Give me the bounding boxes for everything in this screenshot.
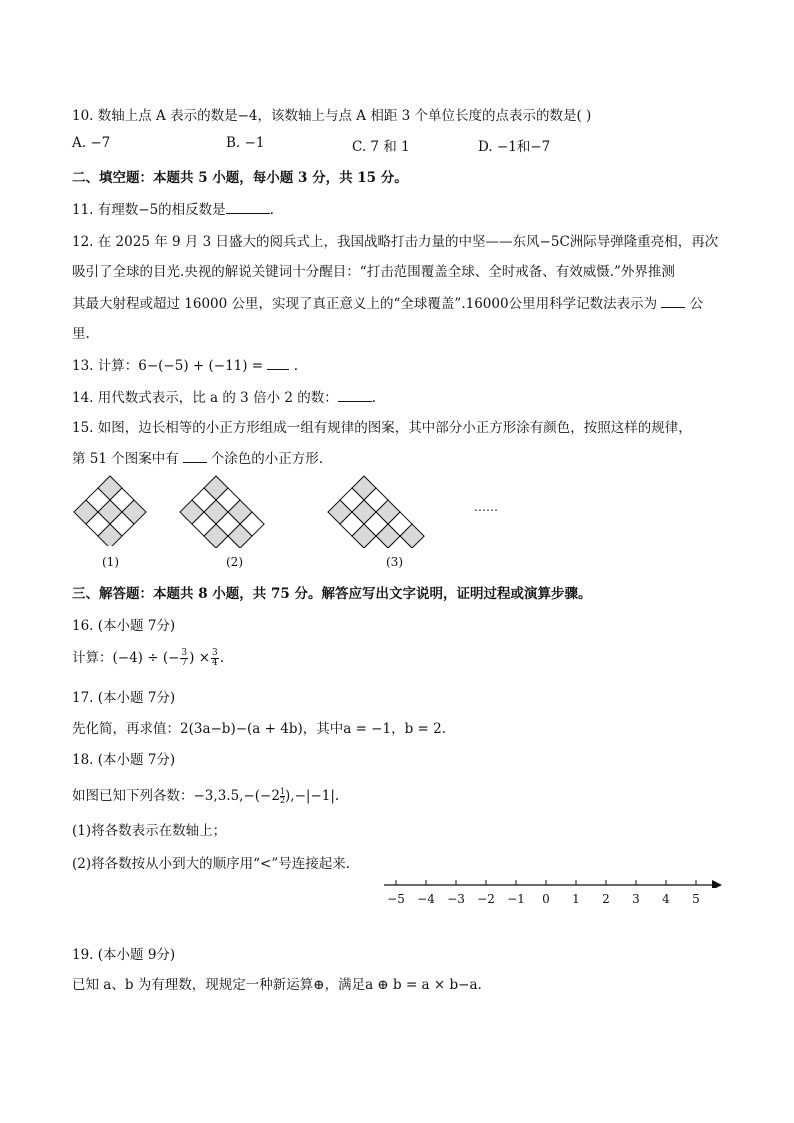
q16-frac-2-num: 3	[212, 648, 218, 658]
q15-line-1: 15. 如图，边长相等的小正方形组成一组有规律的图案，其中部分小正方形涂有颜色，按照这样的规律，	[72, 420, 692, 436]
number-line-label: 0	[542, 892, 550, 906]
q15-figure-2	[178, 474, 282, 548]
q13-tail: .	[293, 358, 299, 374]
q15-line-2	[72, 447, 323, 467]
number-line-label: −3	[447, 892, 465, 906]
q12-answer-blank	[661, 295, 685, 308]
number-line-axis	[380, 874, 724, 888]
q15-line-2-a: 第 51 个图案中有	[72, 451, 179, 467]
q14-text: 14. 用代数式表示，比 a 的 3 倍小 2 的数：	[72, 390, 338, 406]
q18-text-tail: ),−|−1|.	[285, 788, 340, 804]
q17-text: 先化简，再求值：2(3a−b)−(a + 4b)，其中a = −1，b = 2.	[72, 721, 446, 737]
q13	[72, 354, 298, 374]
number-line-label: 4	[662, 892, 670, 906]
q12-line-1: 12. 在 2025 年 9 月 3 日盛大的阅兵式上，我国战略打击力量的中坚——东风−5C洲际导弹隆重亮相，再次	[72, 234, 719, 250]
q10-option-b: B. −1	[226, 135, 265, 151]
number-line-label: 2	[602, 892, 610, 906]
q18-mixed-num: 1	[279, 787, 286, 796]
q10-text: 10. 数轴上点 A 表示的数是−4，该数轴上与点 A 相距 3 个单位长度的点表示的数是( )	[72, 108, 592, 124]
q16-fraction-1	[180, 649, 188, 668]
q19-text: 已知 a、b 为有理数，现规定一种新运算⊕，满足a ⊕ b = a × b−a.	[72, 977, 482, 993]
q17-title: 17. (本小题 7分)	[72, 690, 176, 706]
q18-part-2: (2)将各数按从小到大的顺序用“<”号连接起来.	[72, 856, 351, 872]
q15-figure-3	[326, 474, 454, 548]
q18-mixed-den: 2	[279, 796, 286, 805]
q18-text	[72, 784, 339, 805]
q16-frac-2-den: 4	[212, 658, 218, 668]
q15-ellipsis: ……	[474, 500, 498, 514]
q15-line-2-b: 个涂色的小正方形.	[210, 451, 324, 467]
q15-caption-2: (2)	[226, 555, 243, 569]
number-line-label: 3	[632, 892, 640, 906]
number-line-label: −5	[387, 892, 405, 906]
q11	[72, 198, 274, 218]
q16-expression	[72, 646, 224, 668]
section-2-heading: 二、填空题：本题共 5 小题，每小题 3 分，共 15 分。	[72, 170, 408, 186]
q15-caption-1: (1)	[102, 555, 119, 569]
q14-answer-blank	[338, 389, 372, 402]
q13-answer-blank	[267, 357, 289, 370]
number-line-label: −1	[507, 892, 525, 906]
q19-title: 19. (本小题 9分)	[72, 947, 176, 963]
q14-tail: .	[371, 390, 377, 406]
q14	[72, 386, 376, 406]
q16-fraction-2	[211, 649, 219, 668]
q15-figure-1	[72, 474, 152, 546]
q13-text: 13. 计算：6−(−5) + (−11) =	[72, 358, 268, 374]
number-line-label: −4	[417, 892, 435, 906]
q10-option-c: C. 7 和 1	[352, 139, 410, 155]
q11-text: 11. 有理数−5的相反数是	[72, 202, 226, 218]
q12-line-2: 吸引了全球的目光.央视的解说关键词十分醒目：“打击范围覆盖全球、全时戒备、有效威慑.”外界推测	[72, 264, 675, 280]
number-line-label: 5	[692, 892, 700, 906]
q16-frac-1-den: 7	[181, 658, 188, 668]
q18-title: 18. (本小题 7分)	[72, 752, 176, 768]
q12-line-3	[72, 292, 703, 312]
q16-frac-1-num: 3	[181, 648, 188, 658]
q12-line-3-text: 其最大射程或超过 16000 公里，实现了真正意义上的“全球覆盖”.16000公里用科学记数法表示为	[72, 296, 658, 312]
q15-answer-blank	[183, 450, 207, 463]
q11-answer-blank	[226, 201, 270, 214]
number-line-label: 1	[572, 892, 580, 906]
q16-expr-mid: ) ×	[189, 650, 211, 666]
number-line-label: −2	[477, 892, 495, 906]
q16-title: 16. (本小题 7分)	[72, 618, 176, 634]
q11-tail: .	[269, 202, 274, 218]
q10-option-a: A. −7	[72, 135, 111, 151]
section-3-heading: 三、解答题：本题共 8 小题，共 75 分。解答应写出文字说明，证明过程或演算步骤。	[72, 586, 592, 602]
q12-line-4: 里.	[72, 326, 90, 342]
q16-expr-tail: .	[219, 650, 225, 666]
q16-expr-prefix: 计算：(−4) ÷ (−	[72, 650, 180, 666]
q15-caption-3: (3)	[386, 555, 403, 569]
q10-option-d: D. −1和−7	[478, 139, 551, 155]
q12-line-3-tail: 公	[689, 296, 704, 312]
q18-part-1: (1)将各数表示在数轴上；	[72, 823, 227, 839]
q18-text-prefix: 如图已知下列各数：−3,3.5,−(−2	[72, 788, 280, 804]
